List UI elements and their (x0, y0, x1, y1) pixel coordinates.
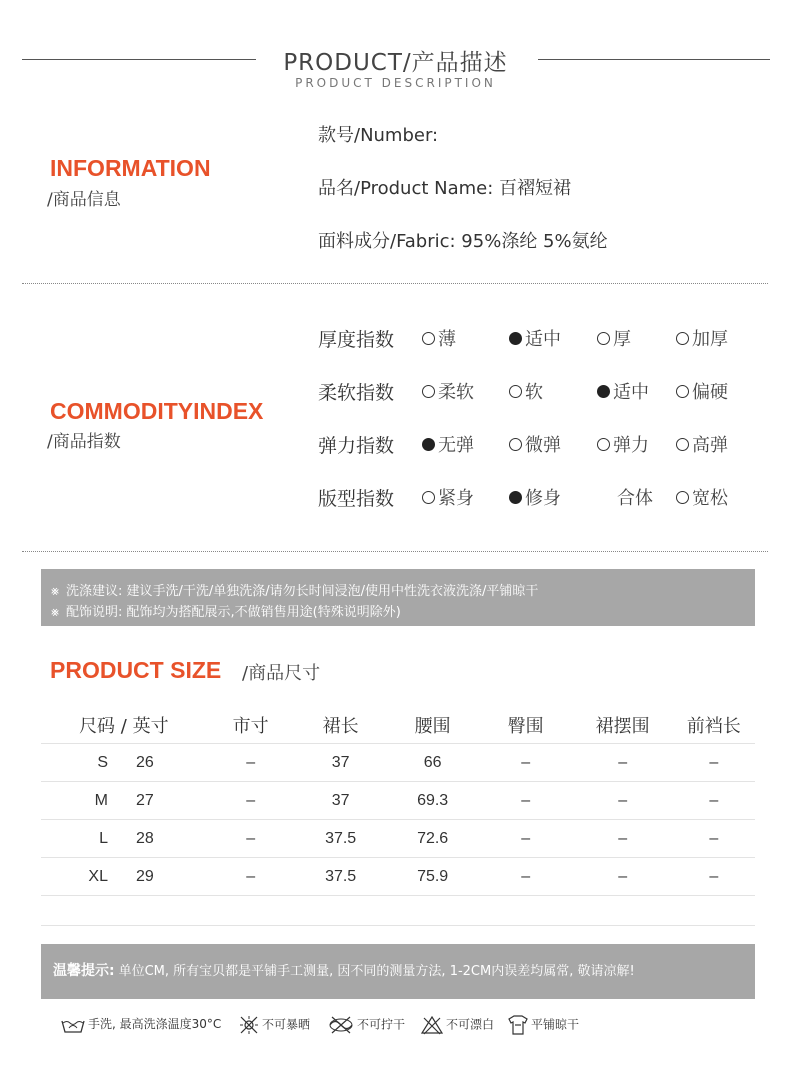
table-cell: – (709, 867, 719, 885)
index-option-text: 紧身 (438, 488, 474, 509)
care-text: 平铺晾干 (531, 1017, 580, 1032)
warning-label: 温馨提示: (53, 963, 115, 979)
index-option (597, 484, 653, 510)
radio-filled-icon (509, 491, 522, 504)
index-option-text: 厚 (613, 329, 631, 350)
fabric-field: 面料成分/Fabric: 95%涤纶 5%氨纶 (318, 231, 608, 252)
index-option (422, 431, 474, 457)
no-sun-icon (238, 1015, 260, 1035)
table-row (41, 858, 755, 896)
table-cell: 26 (136, 753, 154, 771)
table-cell: – (246, 753, 256, 771)
table-cell: – (246, 829, 256, 847)
size-header: 裙长 (322, 716, 359, 737)
table-cell: 37.5 (325, 867, 357, 885)
index-option-text: 适中 (525, 329, 561, 350)
index-option-text: 高弹 (692, 435, 728, 456)
information-subtitle: /商品信息 (47, 190, 121, 210)
care-item-flat-dry (507, 1015, 579, 1035)
table-bottom-line (41, 925, 755, 926)
index-row-label: 版型指数 (318, 488, 395, 510)
index-option-text: 无弹 (438, 435, 474, 456)
radio-empty-icon (422, 491, 435, 504)
flat-dry-icon (507, 1015, 529, 1035)
radio-empty-icon (422, 385, 435, 398)
table-cell: – (709, 753, 719, 771)
index-option-text: 适中 (613, 382, 649, 403)
radio-empty-icon (422, 332, 435, 345)
index-option (597, 325, 631, 351)
radio-empty-icon (509, 385, 522, 398)
hand-wash-icon (60, 1016, 86, 1034)
index-row-label: 弹力指数 (318, 435, 395, 457)
table-cell: 66 (423, 753, 442, 771)
index-option (509, 484, 561, 510)
accessory-note (48, 601, 401, 620)
radio-filled-icon (597, 385, 610, 398)
table-cell: – (521, 791, 531, 809)
information-title: INFORMATION (50, 155, 211, 181)
radio-empty-icon (597, 332, 610, 345)
care-text: 手洗, 最高洗涤温度30°C (88, 1017, 222, 1031)
care-item-no-bleach (420, 1015, 494, 1035)
index-option (676, 325, 728, 351)
table-cell: – (246, 791, 256, 809)
size-header: 裙摆围 (595, 716, 650, 737)
table-cell: – (618, 829, 628, 847)
no-bleach-icon (420, 1015, 444, 1035)
no-wring-icon (327, 1015, 355, 1035)
size-header: 腰围 (414, 716, 451, 737)
index-option (422, 484, 474, 510)
table-cell: S (97, 753, 108, 771)
commodity-index-title: COMMODITYINDEX (50, 398, 264, 424)
care-text: 不可漂白 (446, 1017, 495, 1032)
radio-empty-icon (676, 438, 689, 451)
index-option (676, 484, 728, 510)
table-row (41, 820, 755, 858)
radio-empty-icon (676, 332, 689, 345)
table-row (41, 782, 755, 820)
index-option-text: 薄 (438, 329, 456, 350)
product-size-subtitle: /商品尺寸 (242, 663, 321, 684)
radio-filled-icon (509, 332, 522, 345)
table-cell: L (99, 829, 108, 847)
table-cell: 69.3 (417, 791, 449, 809)
product-name-field: 品名/Product Name: 百褶短裙 (318, 178, 572, 199)
radio-empty-icon (676, 491, 689, 504)
care-text: 不可拧干 (357, 1017, 406, 1032)
size-header: 臀围 (507, 716, 544, 737)
index-row-label: 厚度指数 (318, 329, 395, 351)
size-table (41, 707, 755, 896)
table-cell: – (246, 867, 256, 885)
table-cell: – (618, 753, 628, 771)
divider (22, 283, 768, 284)
table-cell: – (521, 753, 531, 771)
product-size-title: PRODUCT SIZE (50, 657, 222, 683)
index-option-text: 弹力 (613, 435, 649, 456)
x-mark-icon: ⨳ (50, 605, 60, 620)
table-cell: 28 (136, 829, 154, 847)
index-row (318, 484, 768, 514)
index-row (318, 378, 768, 408)
index-row (318, 431, 768, 461)
index-option-text: 微弹 (525, 435, 561, 456)
table-cell: 27 (136, 791, 154, 809)
table-cell: – (618, 791, 628, 809)
care-item-no-wring (327, 1015, 405, 1035)
page-title: PRODUCT/产品描述 (283, 50, 508, 76)
index-option (676, 378, 728, 404)
index-option-text: 修身 (525, 488, 561, 509)
table-cell: – (709, 791, 719, 809)
radio-empty-icon (509, 438, 522, 451)
size-header: 前裆长 (686, 716, 741, 737)
size-header: 尺码 / 英寸 (79, 716, 169, 737)
index-option (509, 325, 561, 351)
index-option-text: 软 (525, 382, 543, 403)
radio-empty-icon (676, 385, 689, 398)
size-header: 市寸 (232, 716, 269, 737)
index-option (597, 431, 649, 457)
care-text: 不可暴晒 (262, 1017, 311, 1032)
table-cell: 37.5 (325, 829, 357, 847)
care-item-no-sun (238, 1015, 310, 1035)
care-item-hand-wash (60, 1015, 221, 1035)
index-option-text: 宽松 (692, 488, 728, 509)
table-cell: XL (88, 867, 108, 885)
index-option-text: 加厚 (692, 329, 728, 350)
index-option (509, 431, 561, 457)
page-subtitle: PRODUCT DESCRIPTION (295, 76, 496, 90)
warning-band (41, 944, 755, 999)
table-cell: 72.6 (417, 829, 449, 847)
commodity-index-subtitle: /商品指数 (47, 432, 121, 452)
wash-note-text: 洗涤建议: 建议手洗/干洗/单独洗涤/请勿长时间浸泡/使用中性洗衣液洗涤/平铺晾干 (66, 584, 539, 599)
table-row (41, 744, 755, 782)
table-cell: – (618, 867, 628, 885)
index-option (597, 378, 649, 404)
table-cell: 37 (331, 791, 350, 809)
accessory-note-text: 配饰说明: 配饰均为搭配展示,不做销售用途(特殊说明除外) (66, 605, 401, 620)
index-option (422, 325, 456, 351)
wash-note (48, 580, 538, 599)
number-field: 款号/Number: (318, 125, 439, 146)
index-option-text: 偏硬 (692, 382, 728, 403)
index-option (509, 378, 543, 404)
table-cell: 37 (331, 753, 350, 771)
x-mark-icon: ⨳ (50, 584, 60, 599)
table-cell: 75.9 (417, 867, 449, 885)
table-cell: 29 (136, 867, 154, 885)
radio-filled-icon (422, 438, 435, 451)
index-row (318, 325, 768, 355)
index-row-label: 柔软指数 (318, 382, 395, 404)
table-cell: – (521, 829, 531, 847)
index-option-text: 柔软 (438, 382, 474, 403)
index-option-text: 合体 (617, 488, 653, 509)
divider (22, 551, 768, 552)
radio-empty-icon (597, 438, 610, 451)
index-option (676, 431, 728, 457)
warning-text: 单位CM, 所有宝贝都是平铺手工测量, 因不同的测量方法, 1-2CM内误差均属常, 敬请凉解! (118, 964, 635, 979)
index-option (422, 378, 474, 404)
table-cell: – (709, 829, 719, 847)
table-cell: M (94, 791, 108, 809)
table-cell: – (521, 867, 531, 885)
